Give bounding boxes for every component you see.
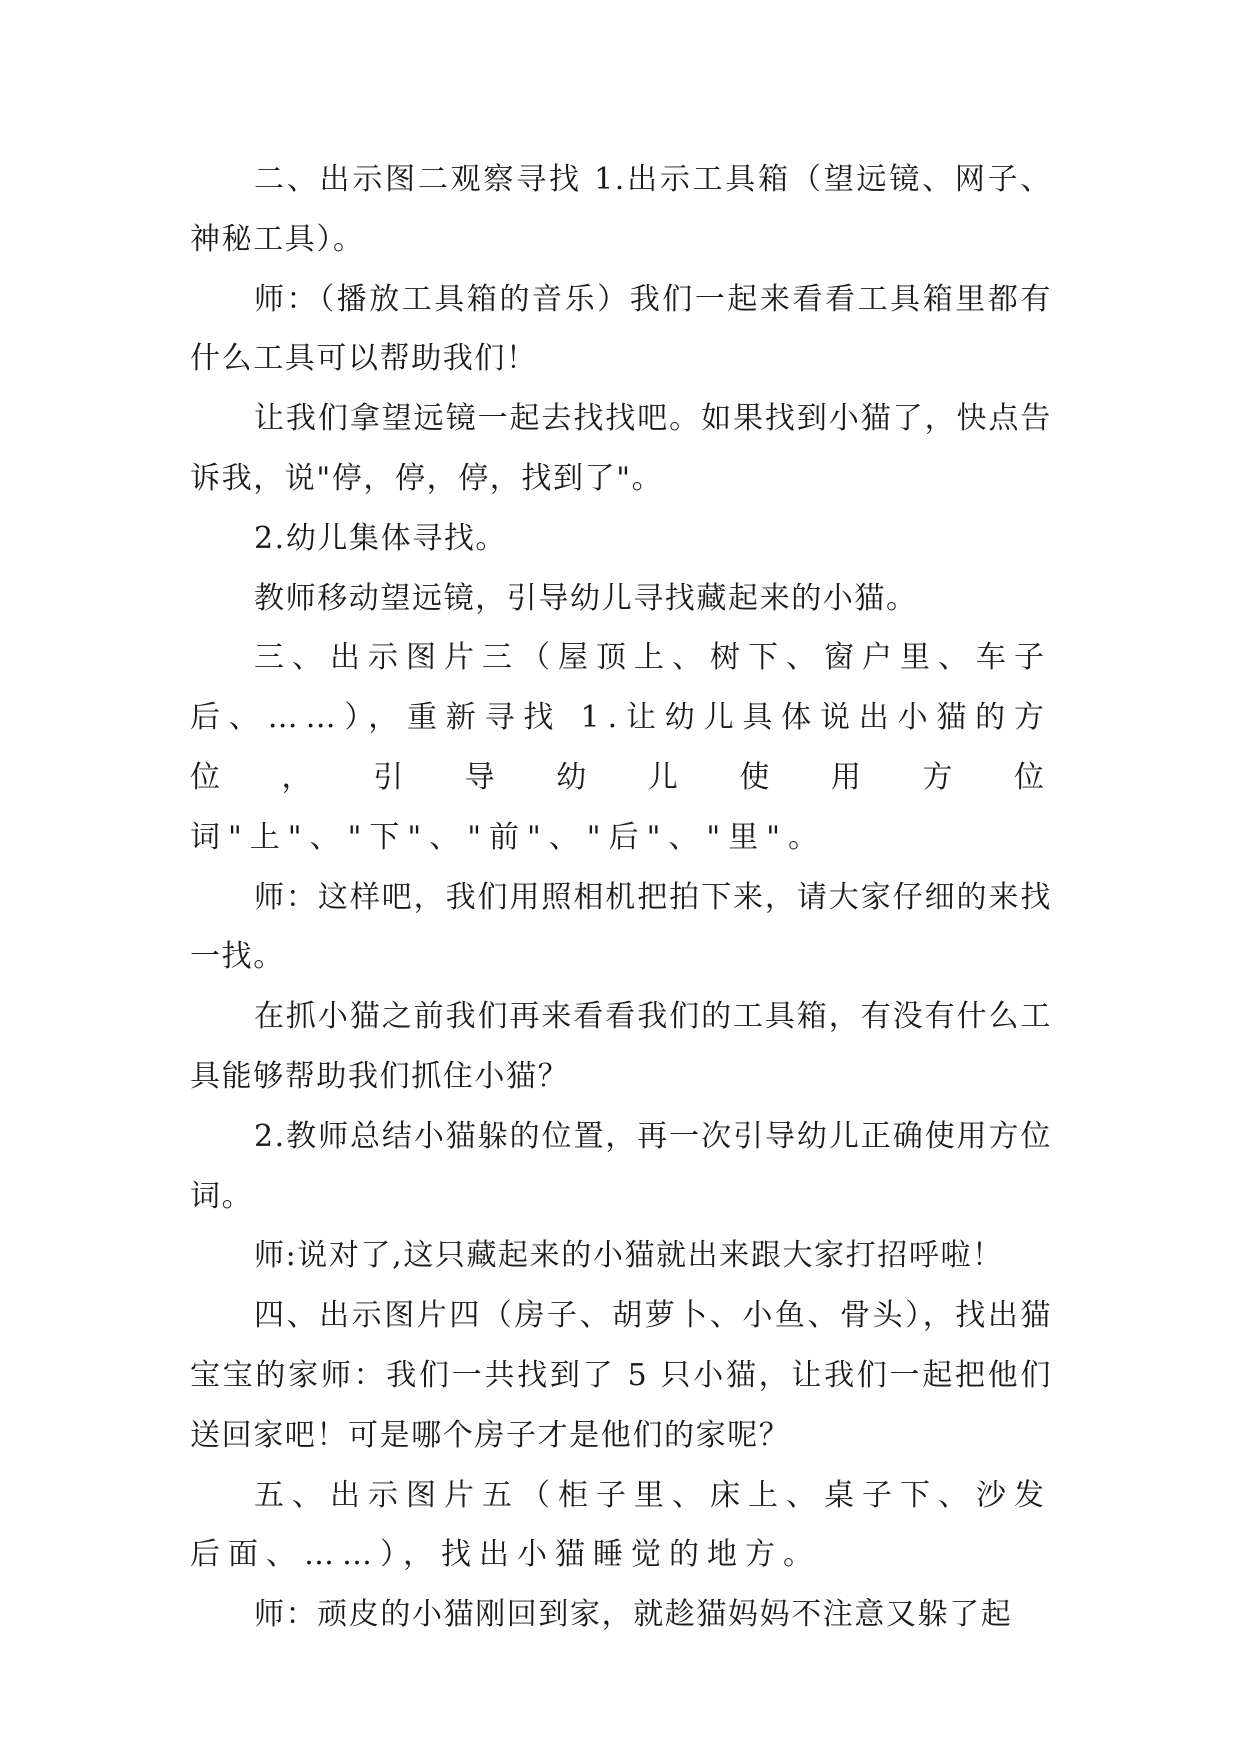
paragraph-teacher-naughty-cat: 师：顽皮的小猫刚回到家，就趁猫妈妈不注意又躲了起 (254, 1597, 1013, 1633)
paragraph-summary-position: 2.教师总结小猫躲的位置，再一次引导幼儿正确使用方位词。 (190, 1118, 1052, 1214)
paragraph-toolbox-catch: 在抓小猫之前我们再来看看我们的工具箱，有没有什么工具能够帮助我们抓住小猫？ (190, 999, 1052, 1094)
paragraph-section-2-heading: 二、出示图二观察寻找 1.出示工具箱（望远镜、网子、神秘工具）。 (190, 162, 1052, 257)
paragraph-teacher-toolbox: 师：（播放工具箱的音乐）我们一起来看看工具箱里都有什么工具可以帮助我们！ (190, 281, 1052, 377)
paragraph-telescope-search: 让我们拿望远镜一起去找找吧。如果找到小猫了，快点告诉我，说"停，停，停，找到了"。 (190, 401, 1052, 496)
document-body (190, 150, 1052, 1645)
paragraph-teacher-correct: 师:说对了,这只藏起来的小猫就出来跟大家打招呼啦！ (254, 1238, 1004, 1274)
paragraph-section-4-heading: 四、出示图片四（房子、胡萝卜、小鱼、骨头），找出猫宝宝的家师：我们一共找到了 5 只小猫，让我们一起把他们送回家吧！可是哪个房子才是他们的家呢？ (190, 1298, 1052, 1453)
paragraph-group-search: 2.幼儿集体寻找。 (254, 520, 508, 556)
paragraph-teacher-move-telescope: 教师移动望远镜，引导幼儿寻找藏起来的小猫。 (254, 580, 918, 616)
paragraph-section-5-heading: 五、出示图片五（柜子里、床上、桌子下、沙发后面、……），找出小猫睡觉的地方。 (190, 1477, 1052, 1573)
paragraph-teacher-camera: 师：这样吧，我们用照相机把拍下来，请大家仔细的来找一找。 (190, 879, 1052, 975)
paragraph-section-3-heading: 三、出示图片三（屋顶上、树下、窗户里、车子后、……），重新寻找 1.让幼儿具体说出小猫的方位，引导幼儿使用方位词"上"、"下"、"前"、"后"、"里"。 (190, 640, 1052, 855)
